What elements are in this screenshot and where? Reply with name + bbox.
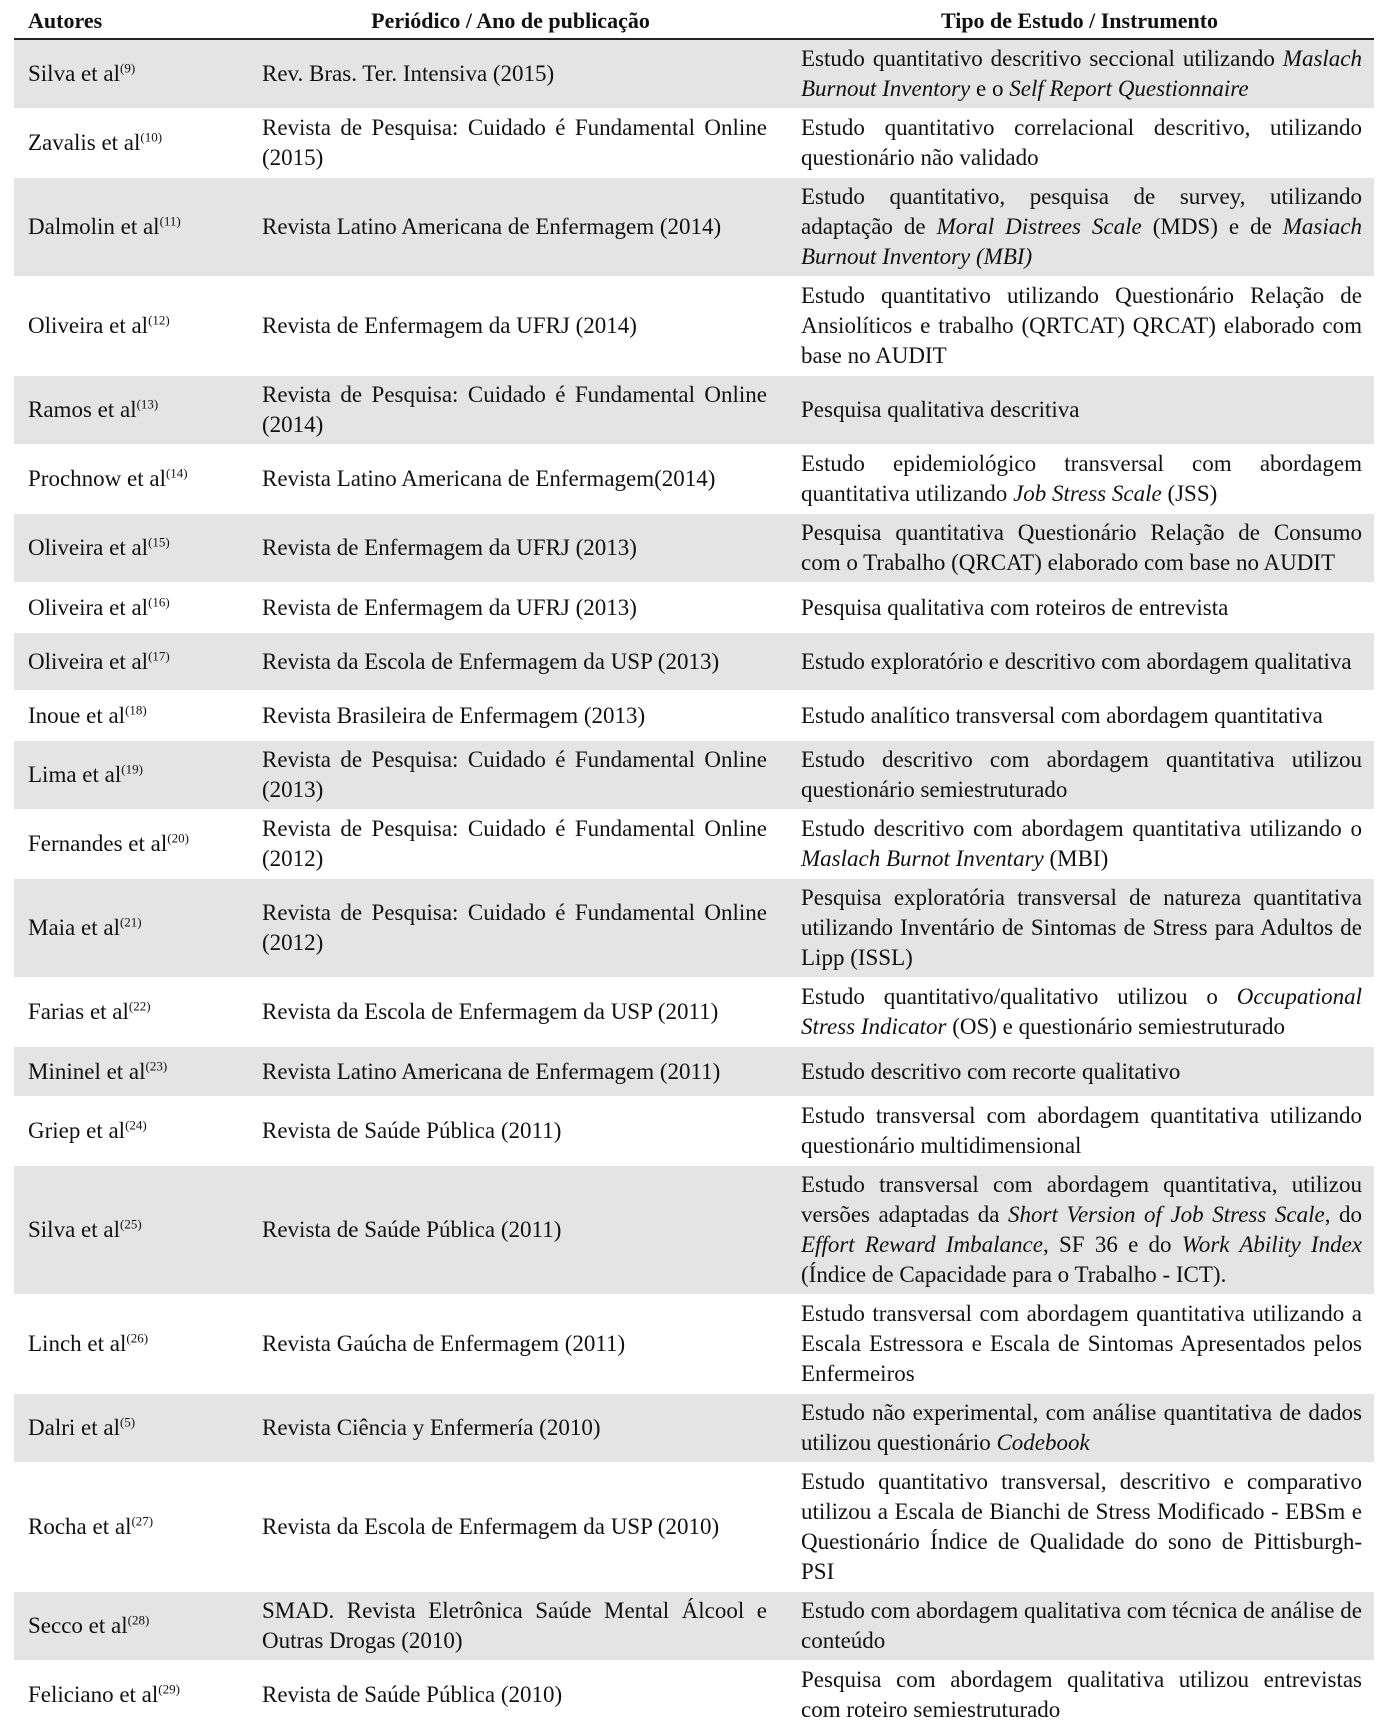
study-text: Estudo analítico transversal com abordagem quantitativa xyxy=(801,702,1323,728)
reference-number: (17) xyxy=(148,647,170,663)
study-text: Estudo quantitativo transversal, descritivo e comparativo utilizou a Escala de Bianchi de Stress Modificado - EBSm e Questionário Índice de Qualidade do sono de Pittisburgh-PSI xyxy=(801,1469,1362,1584)
cell-study-type xyxy=(785,1394,1374,1463)
cell-author xyxy=(14,277,236,376)
table-row xyxy=(14,879,1374,978)
cell-study-type xyxy=(785,691,1374,741)
instrument-name: Masiach Burnout Inventory (MBI) xyxy=(801,214,1362,269)
cell-journal: Revista da Escola de Enfermagem da USP (2013) xyxy=(236,633,785,691)
study-text: Estudo epidemiológico transversal com abordagem quantitativa utilizando xyxy=(801,451,1362,506)
cell-study-type xyxy=(785,445,1374,514)
cell-study-type xyxy=(785,583,1374,633)
cell-author xyxy=(14,741,236,810)
cell-study-type xyxy=(785,1661,1374,1730)
cell-study-type xyxy=(785,879,1374,978)
instrument-name: Short Version of Job Stress Scale xyxy=(1008,1202,1325,1227)
cell-author xyxy=(14,1661,236,1730)
study-text: Estudo com abordagem qualitativa com técnica de análise de conteúdo xyxy=(801,1598,1362,1653)
reference-number: (28) xyxy=(127,1612,150,1628)
study-text: Estudo quantitativo, pesquisa de survey, utilizando adaptação de xyxy=(801,184,1362,239)
reference-number: (14) xyxy=(165,465,188,481)
cell-journal: Revista de Pesquisa: Cuidado é Fundamental Online (2012) xyxy=(236,879,785,978)
author-name: Oliveira et al xyxy=(28,313,149,338)
cell-journal: Revista de Pesquisa: Cuidado é Fundamental Online (2013) xyxy=(236,741,785,810)
reference-number: (19) xyxy=(121,761,143,777)
author-name: Oliveira et al xyxy=(28,535,149,560)
cell-study-type xyxy=(785,514,1374,583)
header-authors: Autores xyxy=(14,6,236,39)
author-name: Oliveira et al xyxy=(28,594,149,620)
study-text: (MDS) e de xyxy=(1141,214,1283,239)
study-text: (MBI) xyxy=(1043,846,1109,871)
table-row xyxy=(14,1394,1374,1463)
cell-journal: Revista de Saúde Pública (2011) xyxy=(236,1166,785,1295)
cell-journal: Revista de Saúde Pública (2011) xyxy=(236,1097,785,1166)
cell-study-type xyxy=(785,376,1374,445)
reference-number: (29) xyxy=(158,1681,180,1697)
table-body xyxy=(14,39,1374,1730)
table-row xyxy=(14,978,1374,1047)
author-name: Inoue et al xyxy=(28,702,126,728)
cell-author xyxy=(14,514,236,583)
table-row xyxy=(14,178,1374,277)
author-name: Silva et al xyxy=(28,1217,120,1242)
cell-study-type xyxy=(785,1592,1374,1661)
cell-journal: Revista Brasileira de Enfermagem (2013) xyxy=(236,691,785,741)
cell-author xyxy=(14,445,236,514)
study-text: , do xyxy=(1324,1202,1362,1227)
cell-author xyxy=(14,1394,236,1463)
author-name: Farias et al xyxy=(28,999,129,1024)
cell-journal: Revista de Saúde Pública (2010) xyxy=(236,1661,785,1730)
cell-author xyxy=(14,376,236,445)
table-row xyxy=(14,376,1374,445)
cell-journal: Revista de Pesquisa: Cuidado é Fundamental Online (2012) xyxy=(236,810,785,879)
instrument-name: Maslach Burnout Inventory xyxy=(801,46,1362,101)
cell-journal: Revista Latino Americana de Enfermagem(2014) xyxy=(236,445,785,514)
reference-number: (10) xyxy=(140,129,163,145)
table-row xyxy=(14,1661,1374,1730)
cell-author xyxy=(14,39,236,109)
author-name: Ramos et al xyxy=(28,397,137,422)
cell-author xyxy=(14,178,236,277)
study-text: Estudo quantitativo correlacional descritivo, utilizando questionário não validado xyxy=(801,115,1362,170)
author-name: Mininel et al xyxy=(28,1058,146,1084)
author-name: Dalmolin et al xyxy=(28,214,160,239)
cell-author xyxy=(14,1047,236,1097)
table-row xyxy=(14,514,1374,583)
instrument-name: Maslach Burnot Inventary xyxy=(801,846,1044,871)
study-text: Estudo exploratório e descritivo com abordagem qualitativa xyxy=(801,648,1352,674)
cell-journal: Revista Gaúcha de Enfermagem (2011) xyxy=(236,1295,785,1394)
table-row xyxy=(14,810,1374,879)
header-study-type: Tipo de Estudo / Instrumento xyxy=(785,6,1374,39)
instrument-name: Occupational Stress Indicator xyxy=(801,984,1362,1039)
table-container xyxy=(14,6,1374,1730)
table-row xyxy=(14,1592,1374,1661)
cell-study-type xyxy=(785,741,1374,810)
cell-study-type xyxy=(785,1047,1374,1097)
cell-journal: Revista de Pesquisa: Cuidado é Fundamental Online (2014) xyxy=(236,376,785,445)
author-name: Griep et al xyxy=(28,1118,126,1143)
reference-number: (18) xyxy=(125,701,147,717)
study-text: Pesquisa com abordagem qualitativa utilizou entrevistas com roteiro semiestruturado xyxy=(801,1667,1362,1722)
cell-author xyxy=(14,1097,236,1166)
study-text: Pesquisa qualitativa descritiva xyxy=(801,397,1080,422)
instrument-name: Job Stress Scale xyxy=(1013,481,1162,506)
cell-journal: Revista Ciência y Enfermería (2010) xyxy=(236,1394,785,1463)
cell-study-type xyxy=(785,1166,1374,1295)
table-row xyxy=(14,633,1374,691)
cell-journal: Revista de Enfermagem da UFRJ (2014) xyxy=(236,277,785,376)
author-name: Maia et al xyxy=(28,915,120,940)
study-text: Estudo transversal com abordagem quantitativa utilizando questionário multidimensional xyxy=(801,1103,1362,1158)
study-text: Estudo transversal com abordagem quantitativa, utilizou versões adaptadas da xyxy=(801,1172,1362,1227)
studies-table xyxy=(14,6,1374,1730)
reference-number: (21) xyxy=(119,914,142,930)
cell-author xyxy=(14,1592,236,1661)
instrument-name: Moral Distrees Scale xyxy=(936,214,1142,239)
reference-number: (13) xyxy=(136,396,159,412)
study-text: Estudo descritivo com abordagem quantitativa utilizou questionário semiestruturado xyxy=(801,747,1362,802)
cell-author xyxy=(14,810,236,879)
table-row xyxy=(14,1463,1374,1592)
cell-journal: Revista Latino Americana de Enfermagem (2011) xyxy=(236,1047,785,1097)
table-row xyxy=(14,741,1374,810)
study-text: Estudo descritivo com recorte qualitativo xyxy=(801,1058,1181,1084)
study-text: , SF 36 e do xyxy=(1042,1232,1182,1257)
study-text: Estudo descritivo com abordagem quantitativa utilizando o xyxy=(801,816,1362,841)
cell-author xyxy=(14,978,236,1047)
cell-author xyxy=(14,1166,236,1295)
cell-journal: Revista Latino Americana de Enfermagem (2014) xyxy=(236,178,785,277)
study-text: e o xyxy=(970,76,1010,101)
cell-study-type xyxy=(785,109,1374,178)
cell-author xyxy=(14,109,236,178)
study-text: Estudo transversal com abordagem quantitativa utilizando a Escala Estressora e Escala de Sintomas Apresentados pelos Enfermeiros xyxy=(801,1301,1362,1386)
reference-number: (22) xyxy=(128,998,151,1014)
author-name: Lima et al xyxy=(28,762,122,787)
cell-study-type xyxy=(785,277,1374,376)
instrument-name: Work Ability Index xyxy=(1181,1232,1362,1257)
reference-number: (27) xyxy=(131,1513,154,1529)
cell-journal: Revista da Escola de Enfermagem da USP (2010) xyxy=(236,1463,785,1592)
table-row xyxy=(14,583,1374,633)
cell-study-type xyxy=(785,978,1374,1047)
table-row xyxy=(14,1166,1374,1295)
table-row xyxy=(14,1295,1374,1394)
reference-number: (9) xyxy=(119,60,136,76)
reference-number: (5) xyxy=(119,1414,136,1430)
reference-number: (23) xyxy=(145,1057,168,1073)
header-journal-year: Periódico / Ano de publicação xyxy=(236,6,785,39)
header-row xyxy=(14,6,1374,39)
study-text: Estudo quantitativo descritivo seccional utilizando xyxy=(801,46,1283,71)
cell-study-type xyxy=(785,39,1374,109)
cell-study-type xyxy=(785,1463,1374,1592)
instrument-name: Codebook xyxy=(996,1430,1090,1455)
table-row xyxy=(14,445,1374,514)
reference-number: (15) xyxy=(148,534,170,550)
author-name: Zavalis et al xyxy=(28,130,141,155)
cell-study-type xyxy=(785,178,1374,277)
study-text: Estudo quantitativo utilizando Questionário Relação de Ansiolíticos e trabalho (QRTCAT) QRCAT) elaborado com base no AUDIT xyxy=(801,283,1362,368)
cell-author xyxy=(14,633,236,691)
table-row xyxy=(14,39,1374,109)
reference-number: (20) xyxy=(167,830,189,846)
reference-number: (24) xyxy=(125,1117,147,1133)
study-text: (OS) e questionário semiestruturado xyxy=(946,1014,1285,1039)
study-text: Pesquisa exploratória transversal de natureza quantitativa utilizando Inventário de Sintomas de Stress para Adultos de Lipp (ISSL) xyxy=(801,885,1362,970)
cell-author xyxy=(14,1295,236,1394)
author-name: Secco et al xyxy=(28,1613,128,1638)
author-name: Oliveira et al xyxy=(28,648,149,674)
cell-journal: Revista da Escola de Enfermagem da USP (2011) xyxy=(236,978,785,1047)
reference-number: (12) xyxy=(148,312,170,328)
author-name: Linch et al xyxy=(28,1331,127,1356)
cell-journal: Revista de Enfermagem da UFRJ (2013) xyxy=(236,583,785,633)
cell-study-type xyxy=(785,1295,1374,1394)
cell-journal: Revista de Enfermagem da UFRJ (2013) xyxy=(236,514,785,583)
instrument-name: Self Report Questionnaire xyxy=(1009,76,1249,101)
cell-author xyxy=(14,691,236,741)
cell-author xyxy=(14,879,236,978)
cell-study-type xyxy=(785,633,1374,691)
cell-journal: SMAD. Revista Eletrônica Saúde Mental Álcool e Outras Drogas (2010) xyxy=(236,1592,785,1661)
table-row xyxy=(14,1047,1374,1097)
reference-number: (11) xyxy=(159,213,181,229)
reference-number: (25) xyxy=(119,1216,142,1232)
study-text: Estudo quantitativo/qualitativo utilizou o xyxy=(801,984,1237,1009)
study-text: Pesquisa quantitativa Questionário Relação de Consumo com o Trabalho (QRCAT) elaborado com base no AUDIT xyxy=(801,520,1362,575)
cell-author xyxy=(14,1463,236,1592)
author-name: Fernandes et al xyxy=(28,831,168,856)
table-row xyxy=(14,277,1374,376)
table-row xyxy=(14,109,1374,178)
reference-number: (26) xyxy=(126,1330,149,1346)
cell-journal: Rev. Bras. Ter. Intensiva (2015) xyxy=(236,39,785,109)
instrument-name: Effort Reward Imbalance xyxy=(801,1232,1043,1257)
author-name: Prochnow et al xyxy=(28,466,166,491)
cell-author xyxy=(14,583,236,633)
cell-study-type xyxy=(785,1097,1374,1166)
study-text: (JSS) xyxy=(1161,481,1218,506)
author-name: Feliciano et al xyxy=(28,1682,159,1707)
table-row xyxy=(14,691,1374,741)
author-name: Dalri et al xyxy=(28,1415,120,1440)
author-name: Silva et al xyxy=(28,61,120,86)
table-row xyxy=(14,1097,1374,1166)
reference-number: (16) xyxy=(148,593,170,609)
cell-journal: Revista de Pesquisa: Cuidado é Fundamental Online (2015) xyxy=(236,109,785,178)
study-text: Estudo não experimental, com análise quantitativa de dados utilizou questionário xyxy=(801,1400,1362,1455)
study-text: (Índice de Capacidade para o Trabalho - ICT). xyxy=(801,1262,1227,1287)
cell-study-type xyxy=(785,810,1374,879)
study-text: Pesquisa qualitativa com roteiros de entrevista xyxy=(801,594,1229,620)
author-name: Rocha et al xyxy=(28,1514,132,1539)
